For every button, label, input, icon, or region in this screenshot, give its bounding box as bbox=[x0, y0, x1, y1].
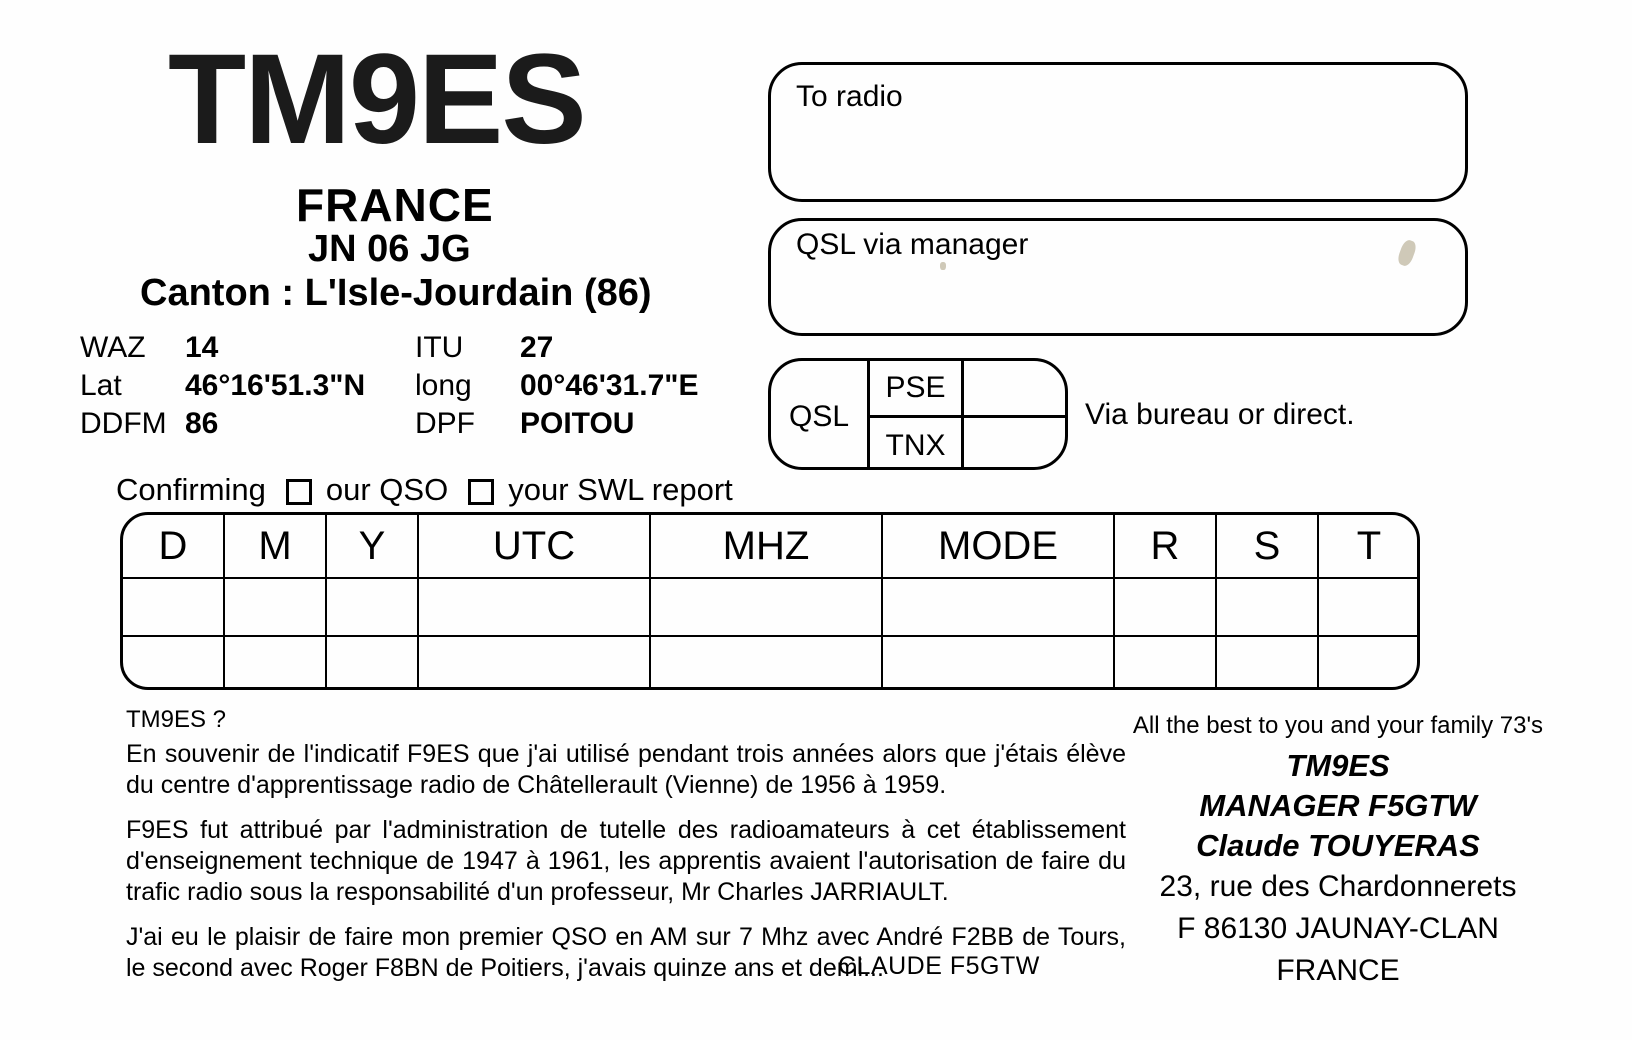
data-row bbox=[80, 330, 720, 368]
qsl-via-manager-label: QSL via manager bbox=[796, 228, 1029, 261]
notes-paragraph: J'ai eu le plaisir de faire mon premier QSO en AM sur 7 Mhz avec André F2BB de Tours, le second avec Roger F8BN de Poitiers, j'avais quinze ans et demi... bbox=[126, 923, 1126, 982]
address-city: F 86130 JAUNAY-CLAN bbox=[1177, 912, 1499, 945]
our-qso-label: our QSO bbox=[325, 472, 449, 507]
address-callsign: TM9ES bbox=[1286, 748, 1390, 783]
cell-utc[interactable] bbox=[418, 636, 650, 690]
col-header-t: T bbox=[1318, 515, 1419, 578]
notes-title: TM9ES ? bbox=[126, 706, 227, 733]
field-value: 27 bbox=[520, 331, 554, 364]
field-label: DPF bbox=[415, 407, 475, 440]
table-row[interactable] bbox=[123, 636, 1419, 690]
field-value: 46°16'51.3"N bbox=[185, 369, 366, 402]
col-header-utc: UTC bbox=[418, 515, 650, 578]
swl-report-label: your SWL report bbox=[508, 472, 733, 507]
address-country: FRANCE bbox=[1276, 954, 1400, 987]
confirming-prefix: Confirming bbox=[116, 472, 266, 507]
callsign-heading: TM9ES bbox=[168, 28, 585, 171]
col-header-d: D bbox=[123, 515, 224, 578]
cell-t[interactable] bbox=[1318, 636, 1419, 690]
col-header-y: Y bbox=[326, 515, 418, 578]
to-radio-label: To radio bbox=[796, 80, 903, 113]
cell-y[interactable] bbox=[326, 578, 418, 636]
col-header-s: S bbox=[1216, 515, 1318, 578]
cell-d[interactable] bbox=[123, 636, 224, 690]
our-qso-checkbox[interactable] bbox=[286, 479, 312, 505]
tnx-label: TNX bbox=[885, 428, 946, 462]
grid-locator: JN 06 JG bbox=[308, 228, 471, 270]
station-data-grid bbox=[80, 330, 720, 444]
cell-r[interactable] bbox=[1114, 578, 1216, 636]
cell-s[interactable] bbox=[1216, 636, 1318, 690]
tnx-checkbox-cell[interactable] bbox=[964, 418, 1068, 470]
field-label: Lat bbox=[80, 369, 122, 402]
cell-mhz[interactable] bbox=[650, 578, 882, 636]
address-manager: MANAGER F5GTW bbox=[1199, 788, 1477, 823]
canton-label: Canton : L'Isle-Jourdain (86) bbox=[140, 272, 652, 314]
cell-d[interactable] bbox=[123, 578, 224, 636]
col-header-mhz: MHZ bbox=[650, 515, 882, 578]
via-bureau-note: Via bureau or direct. bbox=[1085, 398, 1355, 431]
col-header-mode: MODE bbox=[882, 515, 1114, 578]
data-row bbox=[80, 368, 720, 406]
notes-signature: CLAUDE F5GTW bbox=[838, 952, 1040, 980]
cell-mode[interactable] bbox=[882, 636, 1114, 690]
pse-checkbox-cell[interactable] bbox=[964, 361, 1068, 415]
table-row[interactable] bbox=[123, 578, 1419, 636]
qsl-pse-tnx-grid bbox=[768, 358, 1068, 470]
cell-mhz[interactable] bbox=[650, 636, 882, 690]
col-header-m: M bbox=[224, 515, 326, 578]
cell-y[interactable] bbox=[326, 636, 418, 690]
greeting-text: All the best to you and your family 73's bbox=[1132, 712, 1544, 739]
country-label: FRANCE bbox=[296, 179, 494, 231]
address-street: 23, rue des Chardonnerets bbox=[1159, 870, 1517, 903]
swl-report-checkbox[interactable] bbox=[468, 479, 494, 505]
address-name: Claude TOUYERAS bbox=[1196, 828, 1480, 863]
field-label: long bbox=[415, 369, 472, 402]
field-value: 14 bbox=[185, 331, 219, 364]
pse-label: PSE bbox=[885, 371, 946, 404]
cell-m[interactable] bbox=[224, 578, 326, 636]
data-row bbox=[80, 406, 720, 444]
field-value: POITOU bbox=[520, 407, 635, 440]
qso-log-table bbox=[120, 512, 1420, 690]
cell-utc[interactable] bbox=[418, 578, 650, 636]
confirming-line bbox=[116, 472, 733, 508]
address-block bbox=[1118, 712, 1558, 992]
field-label: ITU bbox=[415, 331, 464, 364]
cell-mode[interactable] bbox=[882, 578, 1114, 636]
field-label: DDFM bbox=[80, 407, 167, 440]
cell-r[interactable] bbox=[1114, 636, 1216, 690]
field-value: 00°46'31.7"E bbox=[520, 369, 699, 402]
field-value: 86 bbox=[185, 407, 219, 440]
notes-paragraph: En souvenir de l'indicatif F9ES que j'ai utilisé pendant trois années alors que j'étais élève du centre d'apprentissage radio de Châtellerault (Vienne) de 1956 à 1959. bbox=[126, 740, 1126, 799]
notes-paragraph: F9ES fut attribué par l'administration de tutelle des radioamateurs à cet établissement d'enseignement technique de 1947 à 1961, les apprentis avaient l'autorisation de faire du trafic radio sous la responsabilité d'un professeur, Mr Charles JARRIAULT. bbox=[126, 816, 1126, 906]
table-header-row bbox=[123, 515, 1419, 578]
field-label: WAZ bbox=[80, 331, 146, 364]
cell-s[interactable] bbox=[1216, 578, 1318, 636]
cell-m[interactable] bbox=[224, 636, 326, 690]
col-header-r: R bbox=[1114, 515, 1216, 578]
cell-t[interactable] bbox=[1318, 578, 1419, 636]
qsl-label: QSL bbox=[788, 400, 850, 433]
